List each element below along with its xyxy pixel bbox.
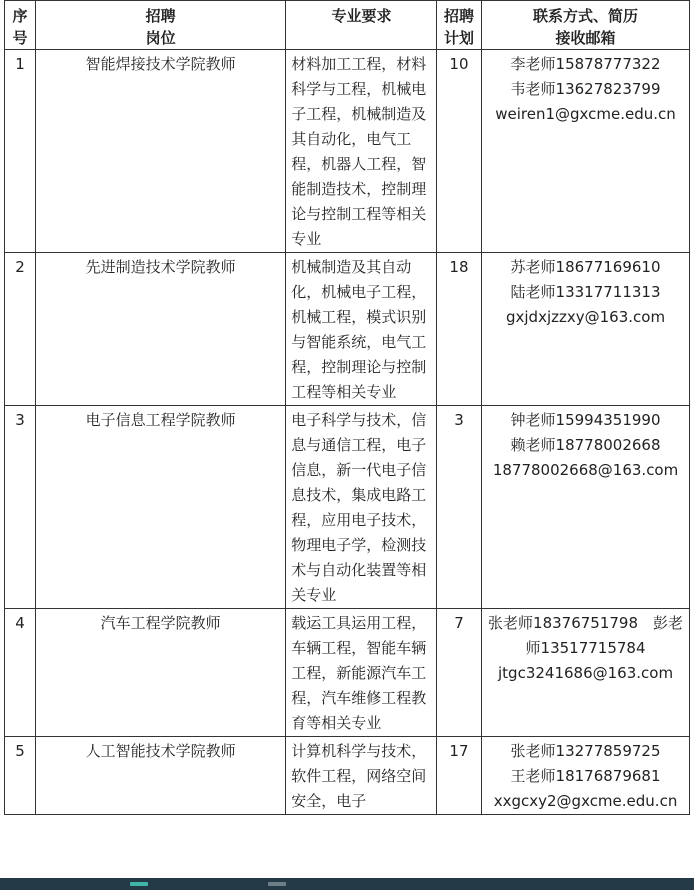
cell-contact [482, 737, 690, 815]
contact-phone-2: 王老师18176879681 [510, 767, 661, 785]
cell-major: 机械制造及其自动化，机械电子工程，机械工程，模式识别与智能系统，电气工程，控制理论与控制工程等相关专业 [286, 253, 437, 406]
header-major [286, 1, 437, 50]
cell-contact [482, 50, 690, 253]
contact-email: jtgc3241686@163.com [498, 664, 674, 682]
cell-plan: 10 [436, 50, 481, 253]
table-row [5, 253, 690, 406]
contact-email: gxjdxjzzxy@163.com [505, 308, 666, 326]
header-no [5, 1, 36, 50]
cell-plan: 7 [436, 609, 481, 737]
contact-email: 18778002668@163.com [492, 461, 679, 479]
contact-phone-1: 苏老师18677169610 [510, 258, 661, 276]
cell-contact [482, 253, 690, 406]
contact-phone-2: 赖老师18778002668 [510, 436, 661, 454]
taskbar [0, 878, 694, 890]
contact-email: weiren1@gxcme.edu.cn [495, 105, 676, 123]
cell-position: 智能焊接技术学院教师 [36, 50, 286, 253]
contact-phone-2: 韦老师13627823799 [510, 80, 661, 98]
cell-contact [482, 406, 690, 609]
cell-major: 载运工具运用工程，车辆工程，智能车辆工程，新能源汽车工程，汽车维修工程教育等相关专业 [286, 609, 437, 737]
contact-phone-2: 陆老师13317711313 [510, 283, 661, 301]
cell-contact [482, 609, 690, 737]
cell-no: 4 [5, 609, 36, 737]
header-contact-line-2: 接收邮箱 [555, 29, 616, 47]
cell-plan: 3 [436, 406, 481, 609]
table-row [5, 406, 690, 609]
window-icon[interactable] [268, 882, 286, 886]
contact-phone-1: 李老师15878777322 [510, 55, 661, 73]
recruitment-table [4, 0, 690, 815]
cell-no: 5 [5, 737, 36, 815]
cell-major: 计算机科学与技术，软件工程，网络空间安全，电子 [286, 737, 437, 815]
header-no-line-1: 序 [12, 7, 28, 25]
header-plan-line-2: 计划 [443, 29, 474, 47]
cell-plan: 17 [436, 737, 481, 815]
cell-position: 人工智能技术学院教师 [36, 737, 286, 815]
cell-major: 材料加工工程，材料科学与工程，机械电子工程，机械制造及其自动化，电气工程，机器人工程，智能制造技术，控制理论与控制工程等相关专业 [286, 50, 437, 253]
header-no-line-2: 号 [12, 29, 28, 47]
header-position [36, 1, 286, 50]
table-row [5, 737, 690, 815]
cell-no: 1 [5, 50, 36, 253]
header-position-line-2: 岗位 [145, 29, 176, 47]
cell-major: 电子科学与技术，信息与通信工程，电子信息，新一代电子信息技术，集成电路工程，应用电子技术，物理电子学，检测技术与自动化装置等相关专业 [286, 406, 437, 609]
cell-no: 3 [5, 406, 36, 609]
app-icon[interactable] [130, 882, 148, 886]
cell-position: 先进制造技术学院教师 [36, 253, 286, 406]
cell-position: 电子信息工程学院教师 [36, 406, 286, 609]
contact-email: xxgcxy2@gxcme.edu.cn [493, 792, 678, 810]
contact-phone-1: 钟老师15994351990 [510, 411, 661, 429]
table-header-row [5, 1, 690, 50]
cell-plan: 18 [436, 253, 481, 406]
header-plan-line-1: 招聘 [443, 7, 474, 25]
cell-no: 2 [5, 253, 36, 406]
cell-position: 汽车工程学院教师 [36, 609, 286, 737]
header-contact [482, 1, 690, 50]
header-plan [436, 1, 481, 50]
table-row [5, 50, 690, 253]
contact-phones: 张老师18376751798 彭老师13517715784 [488, 614, 684, 657]
header-contact-line-1: 联系方式、简历 [533, 7, 639, 25]
header-position-line-1: 招聘 [145, 7, 176, 25]
contact-phone-1: 张老师13277859725 [510, 742, 661, 760]
table-row [5, 609, 690, 737]
header-major-line-1: 专业要求 [331, 7, 392, 25]
